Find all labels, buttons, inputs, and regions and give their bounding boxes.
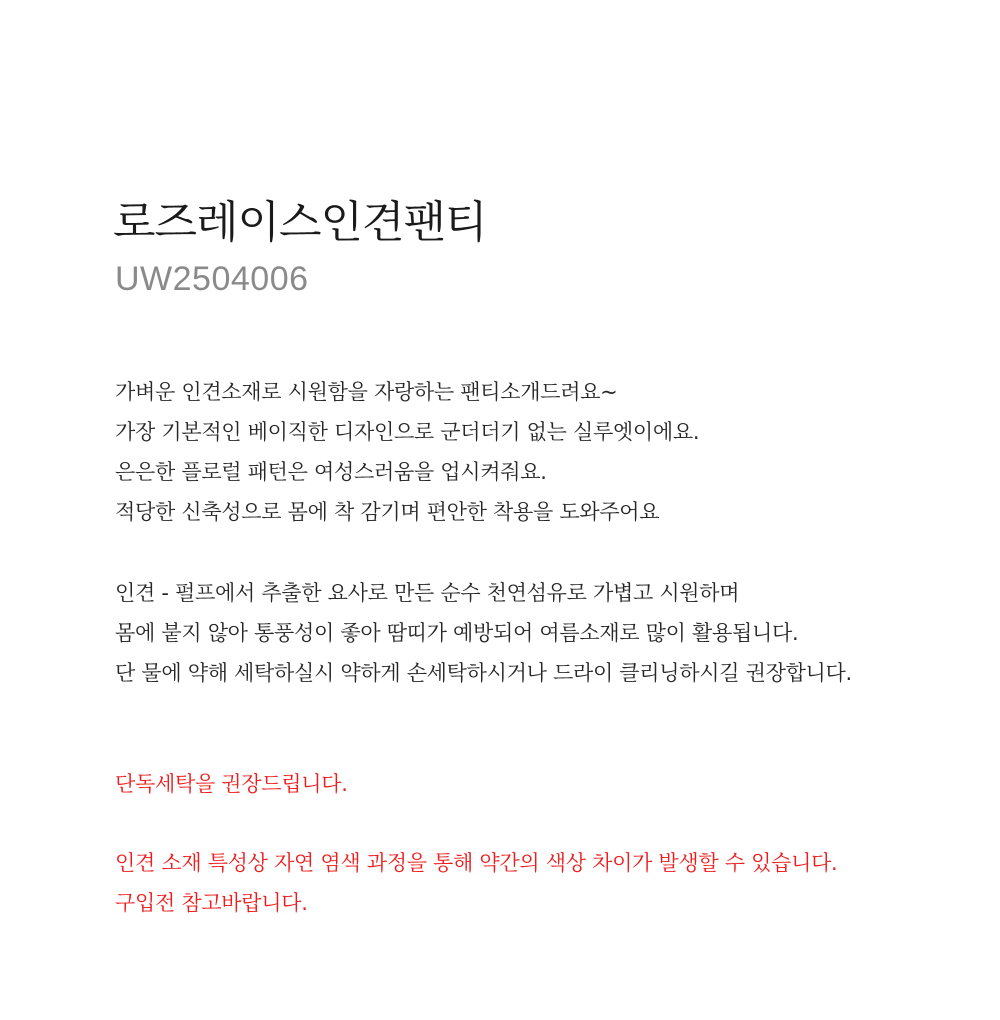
color-notice-line: 구입전 참고바랍니다. — [115, 891, 308, 915]
color-notice-line: 인견 소재 특성상 자연 염색 과정을 통해 약간의 색상 차이가 발생할 수 있습니다. — [115, 851, 838, 875]
wash-notice-line: 단독세탁을 권장드립니다. — [115, 772, 348, 796]
intro-line: 가벼운 인견소재로 시원함을 자랑하는 팬티소개드려요~ — [115, 380, 618, 404]
material-line: 몸에 붙지 않아 통풍성이 좋아 땀띠가 예방되어 여름소재로 많이 활용됩니다. — [115, 621, 799, 645]
material-line: 단 물에 약해 세탁하실시 약하게 손세탁하시거나 드라이 클리닝하시길 권장합니다. — [115, 661, 852, 685]
material-line: 인견 - 펄프에서 추출한 요사로 만든 순수 천연섬유로 가볍고 시원하며 — [115, 581, 740, 605]
material-description — [115, 573, 852, 693]
intro-line: 은은한 플로럴 패턴은 여성스러움을 업시켜줘요. — [115, 460, 547, 484]
intro-line: 가장 기본적인 베이직한 디자인으로 군더더기 없는 실루엣이에요. — [115, 420, 700, 444]
product-code: UW2504006 — [115, 260, 309, 298]
intro-description — [115, 372, 699, 532]
intro-line: 적당한 신축성으로 몸에 착 감기며 편안한 착용을 도와주어요 — [115, 500, 660, 524]
wash-notice — [115, 764, 348, 804]
color-variation-notice — [115, 843, 837, 923]
product-title: 로즈레이스인견팬티 — [113, 197, 487, 248]
